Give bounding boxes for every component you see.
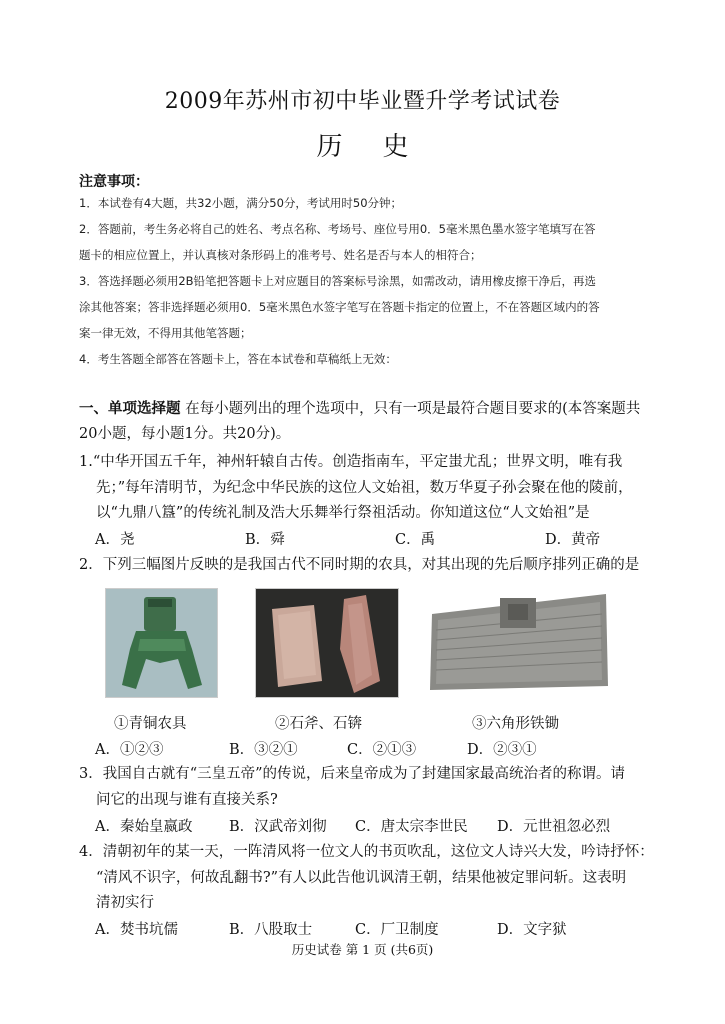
stone-tools-illustration: [256, 589, 398, 697]
question-line: 清初实行: [96, 895, 154, 911]
option-b[interactable]: B．八股取士: [229, 922, 313, 938]
option-c[interactable]: C．禹: [395, 532, 436, 548]
question-3-options: [95, 815, 610, 836]
question-2: [79, 553, 659, 579]
option-c[interactable]: C．厂卫制度: [355, 922, 439, 938]
question-1-options: [95, 528, 600, 549]
stone-tools-image: [255, 588, 399, 698]
question-line: 以“九鼎八簋”的传统礼制及浩大乐舞举行祭祖活动。你知道这位“人文始祖”是: [96, 505, 590, 521]
notice-line: 2．答题前，考生务必将自己的姓名、考点名称、考场号、座位号用0．5毫米黑色墨水签字笔填写在答: [79, 222, 596, 236]
notice-line: 4．考生答题全部答在答题卡上，答在本试卷和草稿纸上无效：: [79, 352, 397, 366]
option-b[interactable]: B．汉武帝刘彻: [229, 819, 327, 835]
section-intro: [79, 397, 654, 447]
exam-title: 2009年苏州市初中毕业暨升学考试试卷: [164, 89, 561, 114]
question-line: 4．清朝初年的某一天，一阵清风将一位文人的书页吹乱，这位文人诗兴大发，吟诗抒怀：: [79, 844, 654, 860]
iron-hoe-image: [428, 590, 610, 694]
option-d[interactable]: D．黄帝: [545, 532, 601, 548]
option-d[interactable]: D．元世祖忽必烈: [497, 819, 611, 835]
question-3: [79, 762, 659, 813]
option-b[interactable]: B．③②①: [229, 742, 298, 758]
subject-title: 历史: [316, 132, 449, 162]
option-c[interactable]: C．②①③: [347, 742, 417, 758]
caption-3: ③六角形铁锄: [472, 716, 559, 732]
page-footer: 历史试卷 第 1 页 (共6页): [291, 942, 434, 957]
question-line: 1.“中华开国五千年，神州轩辕自古传。创造指南车，平定蚩尤乱；世界文明，唯有我: [79, 454, 623, 470]
notice-heading: 注意事项：: [79, 174, 149, 190]
question-line: 3．我国自古就有“三皇五帝”的传说，后来皇帝成为了封建国家最高统治者的称谓。请: [79, 766, 626, 782]
notice-line: 题卡的相应位置上，并认真核对条形码上的准考号、姓名是否与本人的相符合；: [79, 248, 482, 262]
option-a[interactable]: A．焚书坑儒: [95, 922, 178, 938]
section-intro-text: 20小题，每小题1分。共20分)。: [79, 426, 291, 442]
option-b[interactable]: B．舜: [245, 532, 285, 548]
question-line: “清风不识字，何故乱翻书?”有人以此告他讥讽清王朝，结果他被定罪问斩。这表明: [96, 869, 627, 886]
question-1: [79, 450, 659, 527]
notice-line: 1．本试卷有4大题，共32小题，满分50分，考试用时50分钟；: [79, 196, 403, 210]
question-2-options: [95, 738, 537, 759]
question-line: 2．下列三幅图片反映的是我国古代不同时期的农具，对其出现的先后顺序排列正确的是: [79, 557, 640, 573]
section-intro-text: 在每小题列出的理个选项中，只有一项是最符合题目要求的(本答案题共: [185, 401, 641, 417]
question-line: 先；”每年清明节，为纪念中华民族的这位人文始祖，数万华夏子孙会聚在他的陵前，: [96, 479, 633, 496]
option-a[interactable]: A．尧: [95, 532, 135, 548]
option-c[interactable]: C．唐太宗李世民: [355, 819, 468, 835]
bronze-tool-image: [105, 588, 218, 698]
notice-line: 案一律无效，不得用其他笔答题；: [79, 326, 252, 340]
caption-2: ②石斧、石锛: [275, 716, 362, 732]
section-heading: 一、单项选择题: [79, 401, 181, 417]
notice-line: 3．答选择题必须用2B铅笔把答题卡上对应题目的答案标号涂黑，如需改动，请用橡皮擦干净后，再选: [79, 274, 597, 288]
bronze-tool-illustration: [106, 589, 217, 697]
option-d[interactable]: D．②③①: [467, 742, 537, 758]
question-4-options: [95, 918, 567, 939]
option-a[interactable]: A．秦始皇嬴政: [95, 819, 193, 835]
iron-hoe-illustration: [428, 590, 610, 694]
notice-line: 涂其他答案；答非选择题必须用0．5毫米黑色水签字笔写在答题卡指定的位置上，不在答题区域内的答: [79, 300, 600, 314]
question-line: 问它的出现与谁有直接关系?: [96, 791, 278, 808]
notice-list: [79, 190, 654, 372]
caption-1: ①青铜农具: [114, 716, 187, 732]
question-4: [79, 840, 659, 917]
option-a[interactable]: A．①②③: [95, 742, 164, 758]
option-d[interactable]: D．文字狱: [497, 922, 567, 938]
